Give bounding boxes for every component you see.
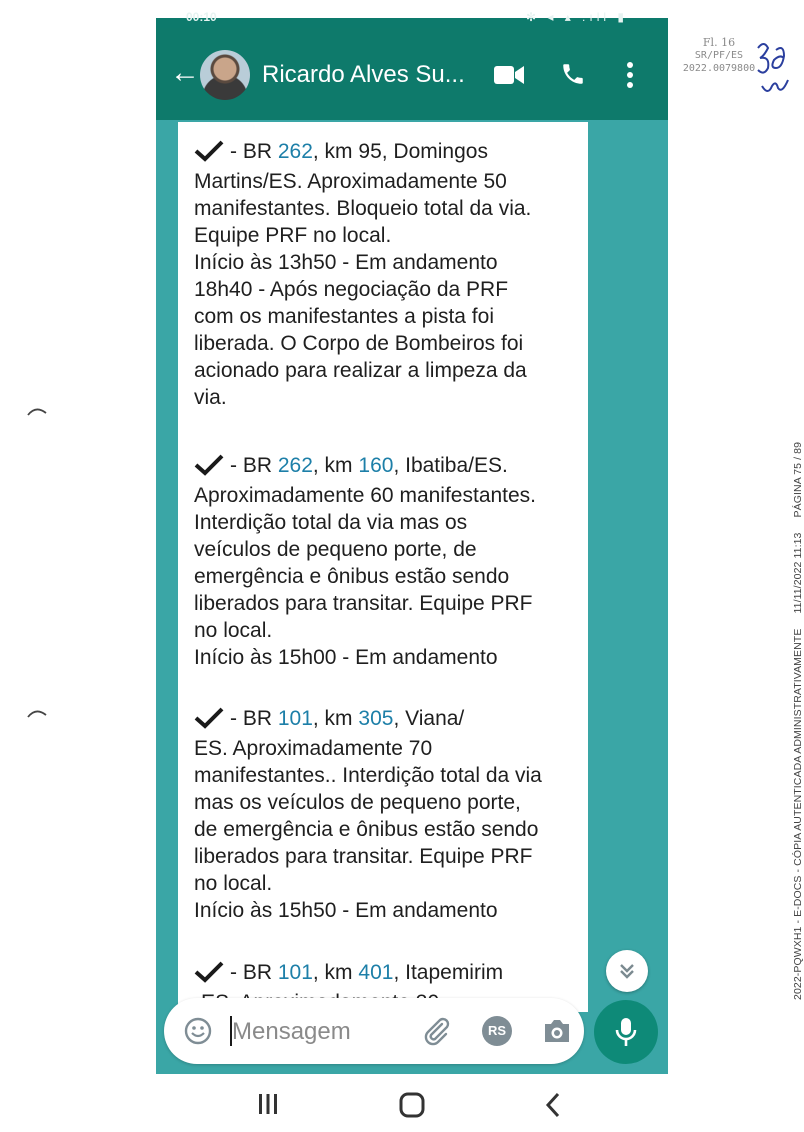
br-prefix: - BR	[230, 707, 278, 730]
message-line: emergência e ônibus estão sendo	[194, 565, 510, 588]
br-number-link[interactable]: 262	[277, 140, 313, 163]
message-line: 18h40 - Após negociação da PRF	[194, 278, 509, 301]
message-line: no local.	[194, 619, 273, 642]
message-line: Início às 15h50 - Em andamento	[194, 899, 498, 922]
contact-name[interactable]: Ricardo Alves Su...	[262, 61, 465, 88]
km-prefix: , km	[312, 454, 359, 477]
video-call-icon[interactable]	[494, 64, 524, 91]
message-composer	[164, 998, 584, 1064]
emoji-icon[interactable]	[184, 1017, 212, 1050]
message-line: manifestantes.. Interdição total da via	[194, 764, 542, 787]
place: , Ibatiba/ES.	[393, 454, 508, 477]
arrow-left-icon[interactable]: ←	[170, 56, 200, 89]
authentication-stamp	[792, 430, 804, 1000]
message-line: via.	[194, 386, 227, 409]
km-number: 95	[358, 140, 382, 163]
stamp-datetime: 11/11/2022 11:13	[792, 532, 804, 614]
message-line: veículos de pequeno porte, de	[194, 538, 477, 561]
list-item	[194, 452, 584, 671]
status-icons: ✻ ◂ ▴ .ıll ▮	[525, 10, 628, 24]
message-line: mas os veículos de pequeno porte,	[194, 791, 521, 814]
chevrons-down-icon	[617, 961, 637, 981]
message-line: liberados para transitar. Equipe PRF	[194, 845, 533, 868]
stamp-office: SR/PF/ES	[694, 50, 744, 61]
stamp-process: 2022.0079800	[682, 63, 756, 74]
stamp-sheet: Fl. 16	[702, 36, 736, 49]
recent-apps-icon[interactable]	[256, 1092, 280, 1121]
message-line: Martins/ES. Aproximadamente 50	[194, 170, 507, 193]
br-number-link[interactable]: 262	[277, 454, 313, 477]
handwritten-initials	[752, 38, 792, 107]
km-prefix: , km	[312, 961, 359, 984]
stamp-doc-id: 2022-PQWXH1 - E-DOCS - CÓPIA AUTENTICADA ADMINISTRATIVAMENTE	[792, 628, 804, 1000]
message-line: liberados para transitar. Equipe PRF	[194, 592, 533, 615]
message-line: ES. Aproximadamente 70	[194, 737, 433, 760]
br-number-link[interactable]: 101	[277, 707, 313, 730]
km-number-link[interactable]: 401	[358, 961, 394, 984]
message-line: Equipe PRF no local.	[194, 224, 392, 247]
message-line: Início às 13h50 - Em andamento	[194, 251, 498, 274]
message-line: acionado para realizar a limpeza da	[194, 359, 527, 382]
message-line: no local.	[194, 872, 273, 895]
br-prefix: - BR	[230, 961, 278, 984]
checkmark-icon	[194, 706, 224, 735]
message-line: com os manifestantes a pista foi	[194, 305, 494, 328]
checkmark-icon	[194, 960, 224, 989]
system-nav-bar	[156, 1074, 668, 1132]
message-line: de emergência e ônibus estão sendo	[194, 818, 539, 841]
home-icon[interactable]	[398, 1092, 426, 1123]
message-input[interactable]: Mensagem	[232, 1018, 351, 1045]
message-line: Aproximadamente 60 manifestantes.	[194, 484, 537, 507]
message-line: manifestantes. Bloqueio total da via.	[194, 197, 532, 220]
phone-screen	[156, 10, 668, 1074]
km-prefix: , km	[312, 707, 359, 730]
place: , Viana/	[393, 707, 465, 730]
paperclip-icon[interactable]	[422, 1016, 452, 1051]
message-bubble[interactable]	[178, 122, 588, 1012]
chat-header	[156, 28, 668, 120]
status-bar	[156, 10, 668, 28]
place: , Domingos	[381, 140, 488, 163]
back-icon[interactable]	[544, 1092, 562, 1123]
br-number-link[interactable]: 101	[277, 961, 313, 984]
voice-message-button[interactable]	[594, 1000, 658, 1064]
km-number-link[interactable]: 160	[358, 454, 394, 477]
microphone-icon	[614, 1016, 638, 1048]
camera-icon[interactable]	[542, 1017, 572, 1050]
message-line: liberada. O Corpo de Bombeiros foi	[194, 332, 524, 355]
stamp-page: PÁGINA 75 / 89	[792, 441, 804, 518]
status-time: 00:10	[186, 10, 217, 24]
km-number-link[interactable]: 305	[358, 707, 394, 730]
phone-icon[interactable]	[560, 60, 586, 93]
list-item	[194, 138, 584, 411]
checkmark-icon	[194, 139, 224, 168]
br-prefix: - BR	[230, 140, 278, 163]
punch-hole-mark	[26, 706, 48, 724]
list-item	[194, 705, 584, 924]
more-vertical-icon[interactable]	[626, 61, 634, 94]
checkmark-icon	[194, 453, 224, 482]
protocol-stamp	[674, 36, 764, 75]
message-line: Início às 15h00 - Em andamento	[194, 646, 498, 669]
message-line: Interdição total da via mas os	[194, 511, 468, 534]
br-prefix: - BR	[230, 454, 278, 477]
sticker-icon[interactable]: RS	[482, 1016, 512, 1046]
scroll-to-bottom-button[interactable]	[606, 950, 648, 992]
punch-hole-mark	[26, 404, 48, 422]
place: , Itapemirim	[393, 961, 504, 984]
km-prefix: , km	[312, 140, 359, 163]
avatar[interactable]	[200, 50, 250, 100]
